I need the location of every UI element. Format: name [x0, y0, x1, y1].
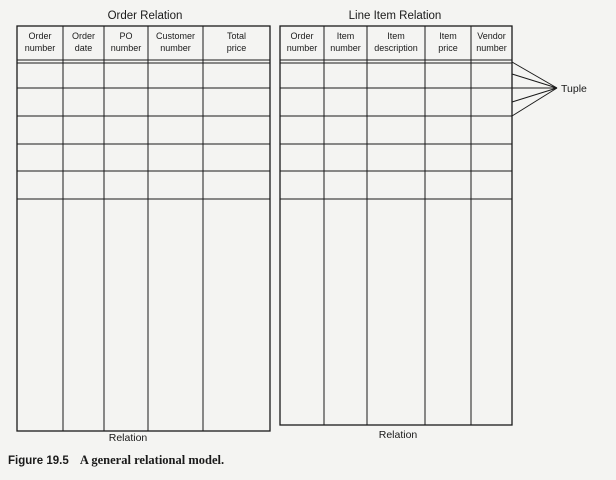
column-header-text: Item [439, 31, 457, 41]
column-header-text: Customer [155, 31, 196, 41]
column-header-text: Total [226, 31, 247, 41]
order-relation-table [17, 10, 270, 444]
column-header-text: description [374, 43, 418, 53]
column-header-text: number [476, 43, 507, 53]
column-header-text: Order [71, 31, 96, 41]
figure-number: Figure 19.5 [8, 455, 69, 467]
order-relation-label: Relation [108, 432, 148, 444]
figure-caption [8, 453, 224, 468]
figure-caption-text: A general relational model. [79, 453, 225, 467]
column-header-text: number [24, 43, 56, 53]
column-header-text: number [330, 43, 361, 53]
column-header-text: Order [28, 31, 52, 41]
tuple-pointer-line [512, 88, 557, 102]
tuple-callout [512, 62, 587, 116]
column-header-text: number [110, 43, 142, 53]
tuple-pointer-line [512, 88, 557, 116]
column-header-text: Order [290, 31, 314, 41]
line-item-relation-label: Relation [378, 429, 418, 441]
column-header-text: date [74, 43, 93, 53]
order-relation-title: Order Relation [107, 10, 183, 22]
column-header-text: Vendor [477, 31, 506, 41]
line-item-relation-title: Line Item Relation [348, 10, 442, 22]
tuple-label: Tuple [561, 83, 587, 95]
column-header-text: price [438, 43, 458, 53]
line-item-relation-table [280, 10, 512, 441]
column-header-text: number [286, 43, 318, 53]
tuple-pointer-line [512, 74, 557, 88]
column-header-text: number [160, 43, 191, 53]
column-header-text: Item [336, 31, 355, 41]
column-header-text: Item [387, 31, 405, 41]
column-header-text: price [226, 43, 247, 53]
column-header-text: PO [119, 31, 133, 41]
tuple-pointer-line [512, 62, 557, 88]
